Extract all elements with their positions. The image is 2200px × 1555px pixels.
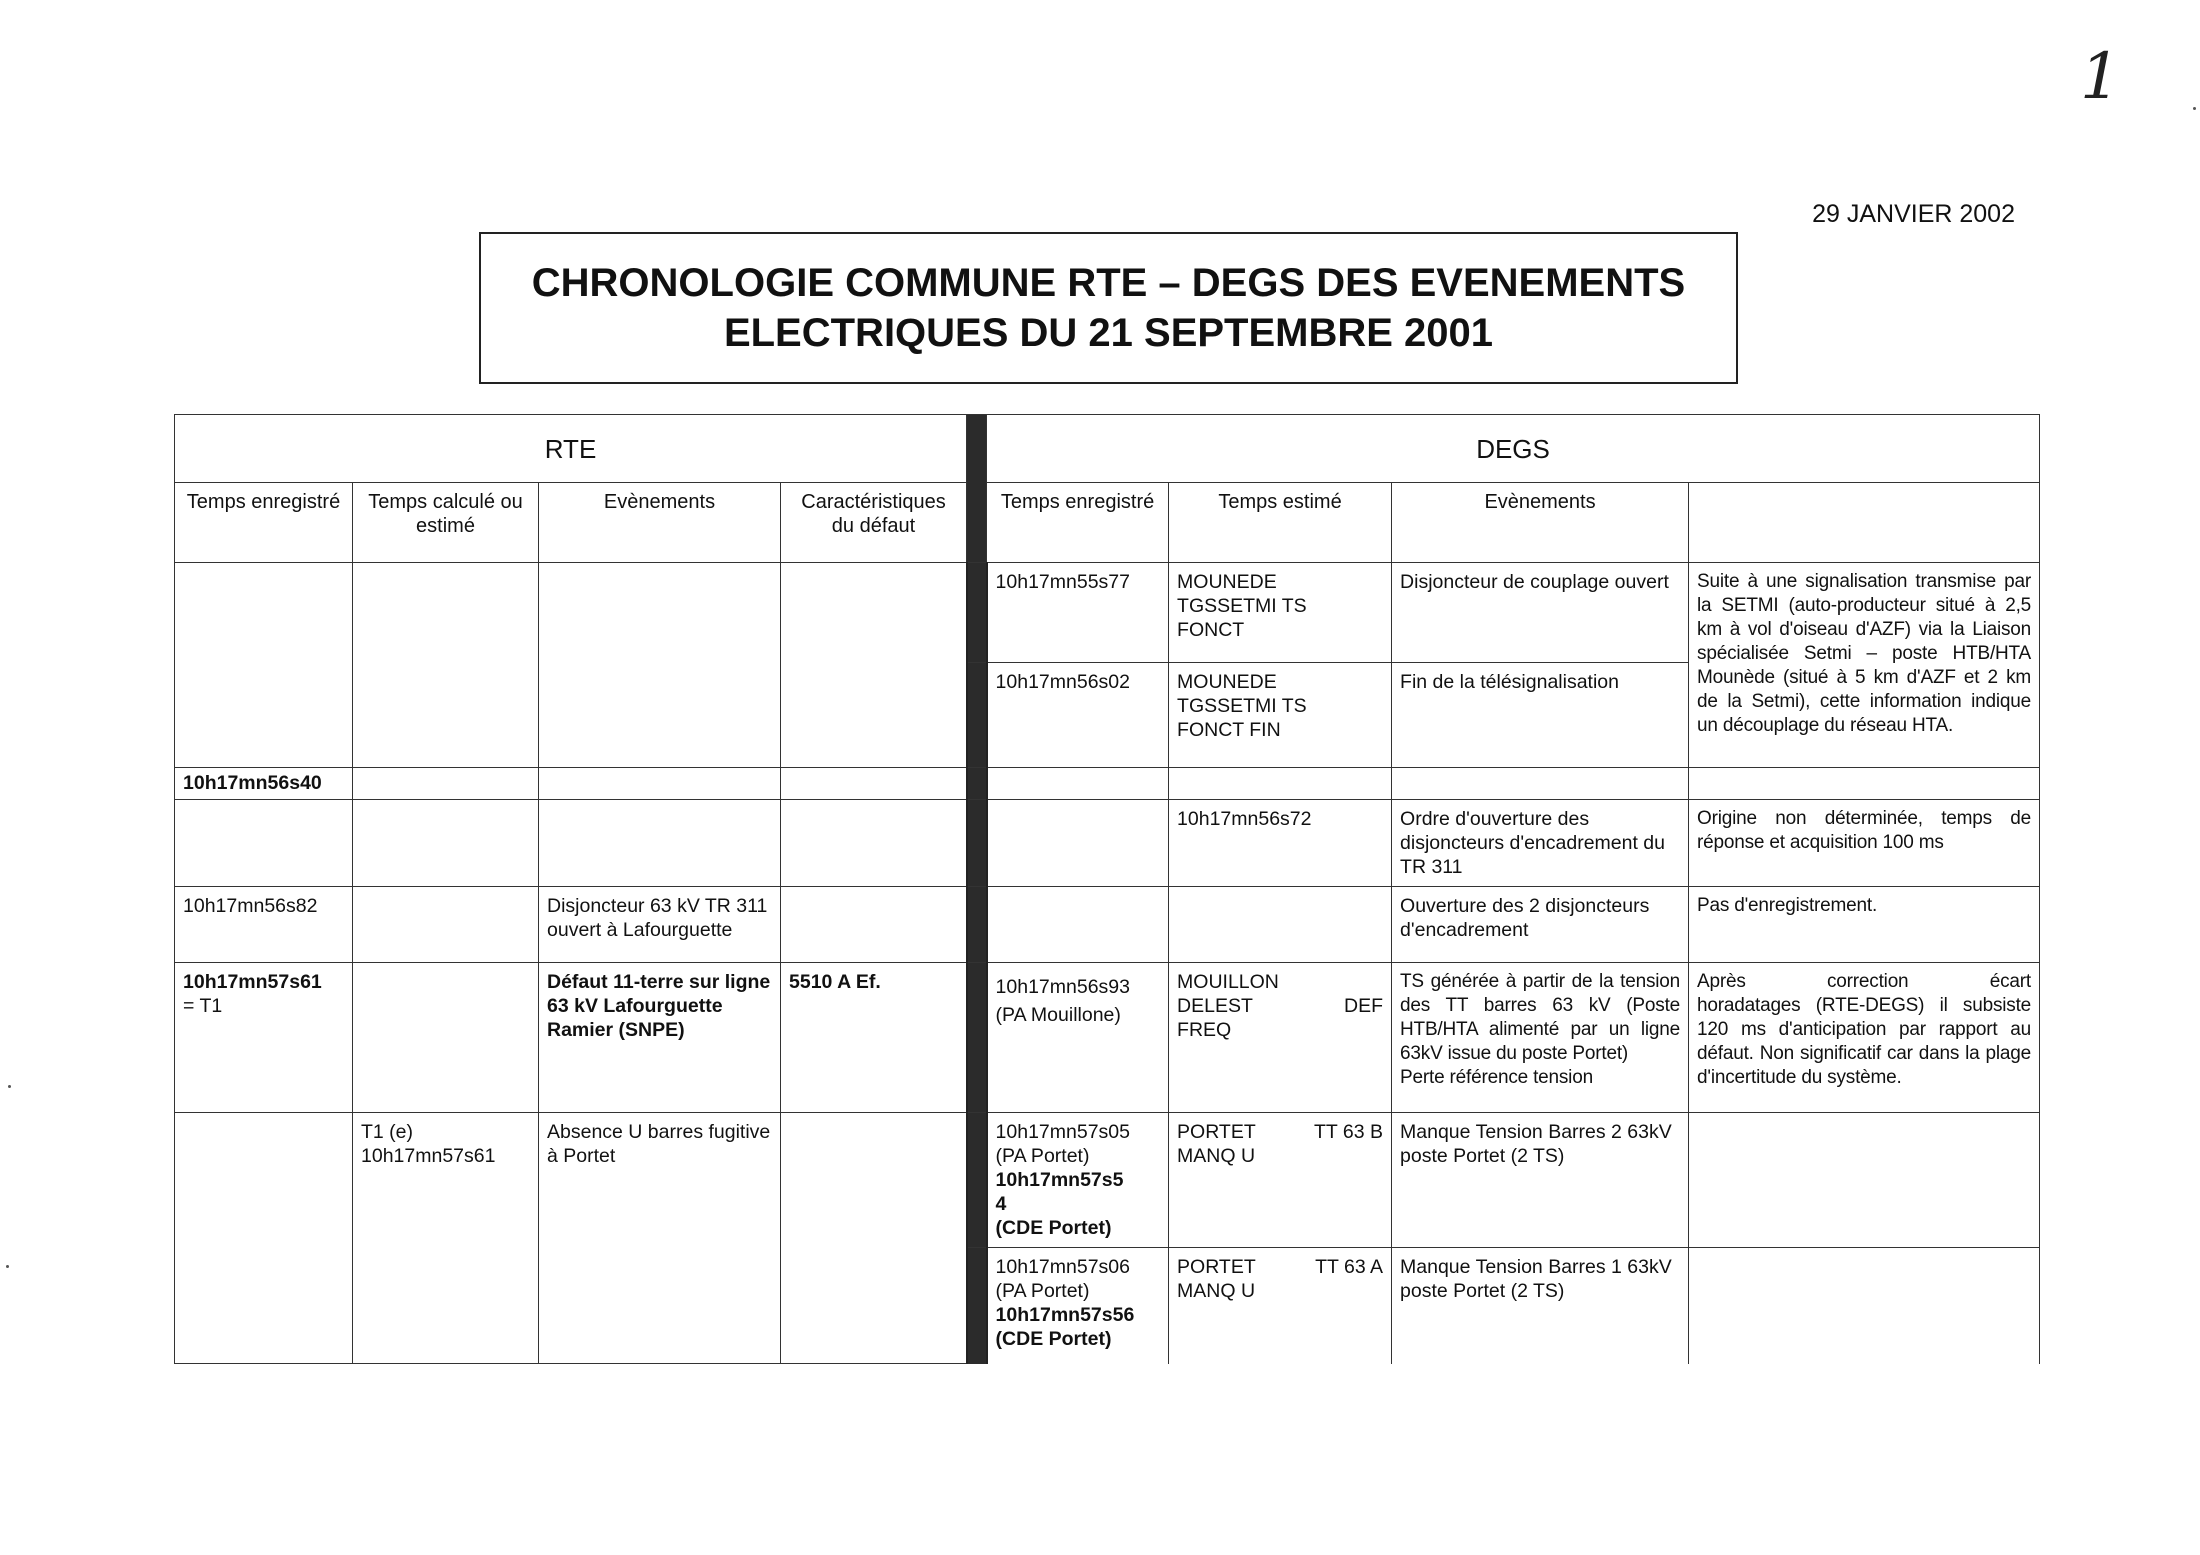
cell-rte-caracteristiques (781, 768, 967, 800)
cell-rte-caracteristiques (781, 1113, 967, 1364)
cell-degs-evenements: Ordre d'ouverture des disjoncteurs d'encadrement du TR 311 (1392, 800, 1689, 887)
cell-degs-temps-estime (1169, 563, 1392, 663)
cell-rte-evenements (539, 768, 781, 800)
cell-rte-caracteristiques: 5510 A Ef. (781, 963, 967, 1113)
cell-degs-temps-enregistre: 10h17mn55s77 (987, 563, 1169, 663)
scan-dot (2193, 107, 2196, 110)
cell-line: TGSSETMI TS (1177, 695, 1307, 717)
cell-rte-caracteristiques (781, 563, 967, 768)
column-separator (967, 800, 987, 887)
cell-degs-temps-enregistre (987, 887, 1169, 963)
column-separator (967, 563, 987, 663)
cell-line: 10h17mn57s5 (995, 1169, 1124, 1191)
column-separator (967, 663, 987, 768)
cell-word: écart (1989, 971, 2032, 992)
table-row (175, 563, 2040, 663)
cell-line: (PA Portet) (995, 1280, 1090, 1302)
cell-degs-temps-estime (1169, 1248, 1392, 1364)
cell-line: (PA Mouillone) (995, 1004, 1121, 1026)
header-rte-evenements: Evènements (539, 483, 781, 563)
table-row (175, 887, 2040, 963)
cell-degs-evenements: Disjoncteur de couplage ouvert (1392, 563, 1689, 663)
title-line-1: CHRONOLOGIE COMMUNE RTE – DEGS DES EVENEMENTS (531, 261, 1686, 305)
cell-degs-temps-estime (1169, 768, 1392, 800)
chronology-table (174, 414, 2040, 1364)
cell-line: = T1 (183, 995, 223, 1017)
cell-line (1177, 994, 1383, 1018)
cell-word: TT 63 A (1315, 1256, 1384, 1278)
handwritten-page-number: 1 (2080, 40, 2121, 114)
cell-degs-evenements (1392, 768, 1689, 800)
table-row (175, 1113, 2040, 1248)
header-degs-notes (1689, 483, 2040, 563)
cell-degs-temps-estime (1169, 1113, 1392, 1248)
cell-degs-notes: Pas d'enregistrement. (1689, 887, 2040, 963)
scan-dot (8, 1085, 11, 1088)
cell-degs-temps-estime (1169, 963, 1392, 1113)
cell-line: 10h17mn56s93 (995, 976, 1130, 998)
cell-line: MANQ U (1177, 1145, 1256, 1167)
cell-word: TT 63 B (1314, 1121, 1384, 1143)
cell-line (1177, 1120, 1383, 1144)
table-row (175, 963, 2040, 1113)
group-header-degs: DEGS (987, 415, 2040, 483)
cell-word: PORTET (1177, 1256, 1256, 1278)
cell-rte-evenements (539, 800, 781, 887)
header-rte-temps-enregistre: Temps enregistré (175, 483, 353, 563)
cell-degs-notes (1689, 768, 2040, 800)
document-date: 29 JANVIER 2002 (1812, 200, 2015, 228)
column-separator (967, 768, 987, 800)
cell-degs-temps-estime (1169, 887, 1392, 963)
cell-line (1697, 970, 2031, 994)
title-box (479, 232, 1738, 384)
cell-line: (CDE Portet) (995, 1217, 1112, 1239)
cell-rte-caracteristiques (781, 800, 967, 887)
cell-rte-temps-calcule (353, 800, 539, 887)
cell-degs-temps-enregistre (987, 963, 1169, 1113)
cell-line: FONCT FIN (1177, 719, 1281, 741)
cell-line: horadatages (RTE-DEGS) il subsiste 120 ms d'anticipation par rapport au défaut. Non significatif car dans la plage d'incertitude du système. (1697, 995, 2032, 1088)
cell-degs-temps-estime: 10h17mn56s72 (1169, 800, 1392, 887)
column-separator (967, 415, 987, 563)
cell-degs-evenements: Manque Tension Barres 2 63kV poste Portet (2 TS) (1392, 1113, 1689, 1248)
cell-degs-temps-enregistre (987, 800, 1169, 887)
table-row (175, 768, 2040, 800)
cell-line: TS générée à partir de la tension des TT barres 63 kV (Poste HTB/HTA alimenté par un ligne 63kV issue du poste Portet) (1400, 971, 1681, 1064)
header-degs-temps-estime: Temps estimé (1169, 483, 1392, 563)
cell-degs-temps-enregistre (987, 1248, 1169, 1364)
column-separator (967, 1113, 987, 1248)
scan-dot (6, 1265, 9, 1268)
cell-rte-temps-enregistre (175, 563, 353, 768)
header-rte-caracteristiques: Caractéristiques du défaut (781, 483, 967, 563)
cell-rte-temps-calcule (353, 963, 539, 1113)
cell-rte-temps-calcule (353, 563, 539, 768)
cell-line: 10h17mn57s61 (183, 971, 322, 993)
cell-degs-evenements: Fin de la télésignalisation (1392, 663, 1689, 768)
cell-rte-temps-enregistre (175, 1113, 353, 1364)
cell-word: correction (1827, 971, 1909, 992)
cell-line: Perte référence tension (1400, 1067, 1593, 1088)
cell-degs-notes (1689, 1248, 2040, 1364)
header-degs-temps-enregistre: Temps enregistré (987, 483, 1169, 563)
cell-rte-evenements: Absence U barres fugitive à Portet (539, 1113, 781, 1364)
cell-line: (CDE Portet) (995, 1328, 1112, 1350)
cell-line: 10h17mn57s61 (361, 1145, 496, 1167)
cell-line: MOUNEDE (1177, 671, 1277, 693)
cell-rte-temps-calcule (353, 887, 539, 963)
cell-line: FREQ (1177, 1019, 1232, 1041)
column-separator (967, 887, 987, 963)
cell-rte-caracteristiques (781, 887, 967, 963)
cell-line: 10h17mn57s05 (995, 1121, 1130, 1143)
cell-degs-evenements (1392, 963, 1689, 1113)
cell-line: T1 (e) (361, 1121, 414, 1143)
cell-rte-temps-enregistre (175, 800, 353, 887)
cell-rte-evenements: Défaut 11-terre sur ligne 63 kV Lafourguette Ramier (SNPE) (539, 963, 781, 1113)
cell-degs-notes: Suite à une signalisation transmise par la SETMI (auto-producteur situé à 2,5 km à vol d'oiseau d'AZF) via la Liaison spécialisée Setmi – poste HTB/HTA Mounède (situé à 5 km d'AZF et 2 km de la Setmi), cette information indique un découplage du réseau HTA. (1689, 563, 2040, 768)
cell-word: PORTET (1177, 1121, 1256, 1143)
cell-word: DELEST (1177, 995, 1253, 1017)
cell-degs-temps-enregistre (987, 1113, 1169, 1248)
cell-degs-temps-enregistre: 10h17mn56s02 (987, 663, 1169, 768)
column-header-row (175, 483, 2040, 563)
header-degs-evenements: Evènements (1392, 483, 1689, 563)
group-header-rte: RTE (175, 415, 967, 483)
cell-rte-temps-enregistre: 10h17mn56s40 (175, 768, 353, 800)
cell-degs-notes (1689, 963, 2040, 1113)
cell-line: TGSSETMI TS (1177, 595, 1307, 617)
cell-rte-temps-calcule (353, 1113, 539, 1364)
cell-degs-temps-enregistre (987, 768, 1169, 800)
cell-rte-temps-enregistre: 10h17mn56s82 (175, 887, 353, 963)
cell-line: 4 (995, 1193, 1007, 1215)
cell-line (1177, 1255, 1383, 1279)
cell-word: DEF (1344, 995, 1384, 1017)
cell-rte-evenements: Disjoncteur 63 kV TR 311 ouvert à Lafourguette (539, 887, 781, 963)
cell-rte-temps-calcule (353, 768, 539, 800)
cell-degs-notes: Origine non déterminée, temps de réponse et acquisition 100 ms (1689, 800, 2040, 887)
cell-line: MOUNEDE (1177, 571, 1277, 593)
column-separator (967, 1248, 987, 1364)
cell-line: (PA Portet) (995, 1145, 1090, 1167)
cell-degs-temps-estime (1169, 663, 1392, 768)
cell-rte-evenements (539, 563, 781, 768)
cell-line: MANQ U (1177, 1280, 1256, 1302)
column-separator (967, 963, 987, 1113)
cell-rte-temps-enregistre (175, 963, 353, 1113)
cell-line: FONCT (1177, 619, 1245, 641)
group-header-row (175, 415, 2040, 483)
title-line-2: ELECTRIQUES DU 21 SEPTEMBRE 2001 (723, 311, 1494, 355)
cell-line: MOUILLON (1177, 971, 1279, 993)
cell-line: 10h17mn57s06 (995, 1256, 1130, 1278)
cell-degs-evenements: Ouverture des 2 disjoncteurs d'encadrement (1392, 887, 1689, 963)
cell-degs-notes (1689, 1113, 2040, 1248)
cell-word: Après (1697, 971, 1746, 992)
table-row (175, 800, 2040, 887)
cell-line: 10h17mn57s56 (995, 1304, 1135, 1326)
cell-degs-evenements: Manque Tension Barres 1 63kV poste Portet (2 TS) (1392, 1248, 1689, 1364)
header-rte-temps-calcule: Temps calculé ou estimé (353, 483, 539, 563)
